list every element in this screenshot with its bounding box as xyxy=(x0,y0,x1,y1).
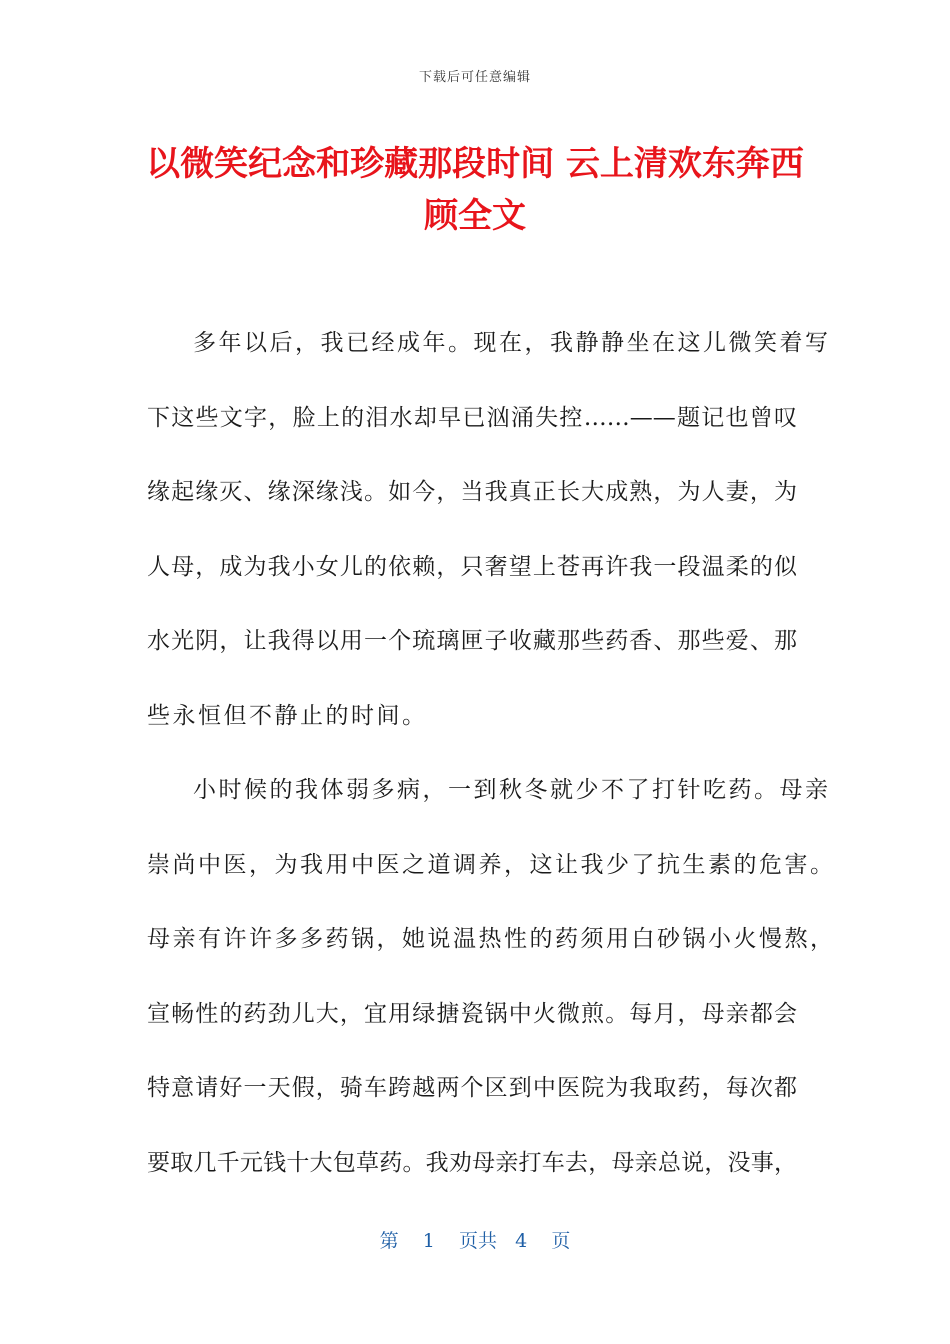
header-note: 下载后可任意编辑 xyxy=(418,70,531,85)
paragraph-line: 些永恒但不静止的时间。 xyxy=(147,702,428,729)
paragraph-line: 水光阴，让我得以用一个琉璃匣子收藏那些药香、那些爱、那 xyxy=(147,628,797,654)
footer-suffix: 页 xyxy=(551,1230,571,1252)
total-pages-number: 4 xyxy=(515,1230,528,1252)
body-text xyxy=(147,318,836,1212)
paragraph-line: 下这些文字，脸上的泪水却早已汹涌失控……——题记也曾叹 xyxy=(147,404,797,431)
paragraph-line: 缘起缘灭、缘深缘浅。如今，当我真正长大成熟，为人妻，为 xyxy=(147,479,797,505)
page-footer xyxy=(0,1226,950,1253)
paragraph-1 xyxy=(147,318,831,765)
document-title xyxy=(110,138,840,242)
paragraph-line: 宣畅性的药劲儿大，宜用绿搪瓷锅中火微煎。每月，母亲都会 xyxy=(147,1000,797,1027)
footer-prefix: 第 xyxy=(379,1230,399,1252)
paragraph-line: 小时候的我体弱多病，一到秋冬就少不了打针吃药。母亲 xyxy=(193,777,831,803)
title-line-1: 以微笑纪念和珍藏那段时间 云上清欢东奔西 xyxy=(146,144,804,184)
paragraph-2 xyxy=(147,765,836,1212)
paragraph-line: 人母，成为我小女儿的依赖，只奢望上苍再许我一段温柔的似 xyxy=(147,553,797,580)
title-line-2: 顾全文 xyxy=(424,196,526,236)
footer-middle: 页共 xyxy=(459,1230,498,1252)
paragraph-line: 多年以后，我已经成年。现在，我静静坐在这儿微笑着写 xyxy=(193,330,831,356)
paragraph-line: 崇尚中医，为我用中医之道调养，这让我少了抗生素的危害。 xyxy=(147,851,836,878)
paragraph-line: 特意请好一天假，骑车跨越两个区到中医院为我取药，每次都 xyxy=(147,1075,797,1101)
paragraph-line: 母亲有许许多多药锅，她说温热性的药须用白砂锅小火慢熬， xyxy=(147,926,836,952)
current-page-number: 1 xyxy=(422,1230,435,1252)
paragraph-line: 要取几千元钱十大包草药。我劝母亲打车去，母亲总说，没事， xyxy=(147,1149,797,1176)
